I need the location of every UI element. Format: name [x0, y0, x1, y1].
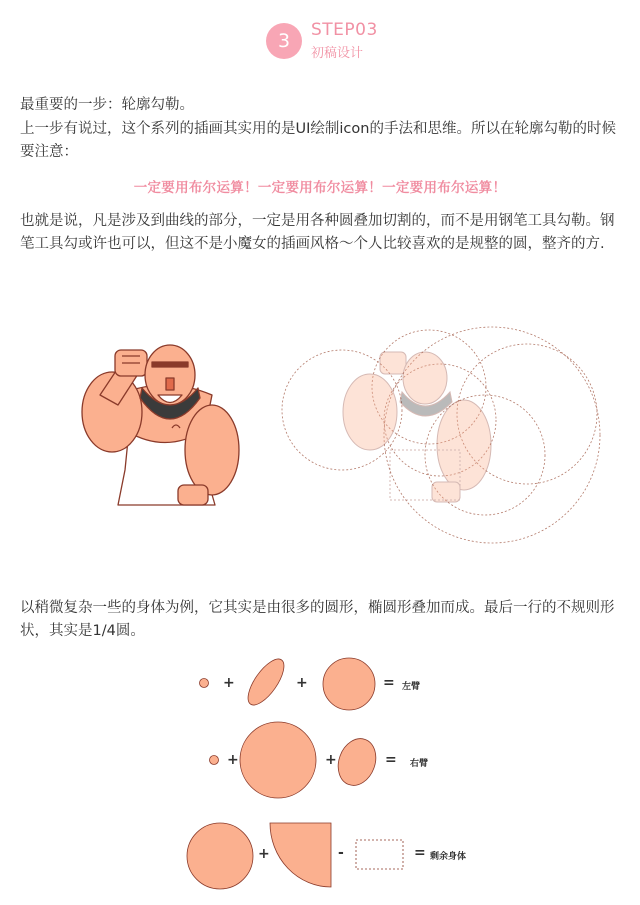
eq3-quarter-circle — [270, 823, 331, 887]
eq1-equals: = — [383, 675, 395, 691]
eq1-circle — [323, 658, 375, 710]
step-title: STEP03 — [311, 20, 378, 40]
eq1-plus-2: + — [296, 675, 308, 691]
eq3-circle — [187, 823, 253, 889]
eq2-label: 右臂 — [410, 759, 429, 769]
emphasis-text: 一定要用布尔运算！一定要用布尔运算！一定要用布尔运算！ — [133, 180, 507, 196]
character-illustration — [82, 345, 239, 505]
eq3-minus: - — [338, 845, 344, 861]
right-arm — [185, 405, 239, 495]
eq1-label: 左臂 — [402, 682, 421, 692]
eq1-plus-1: + — [223, 675, 235, 691]
eq3-equals: = — [414, 845, 426, 861]
paragraph-intro: 最重要的一步：轮廓勾勒。 — [20, 97, 194, 113]
eq2-ellipse — [332, 733, 382, 790]
eq1-small-circle — [200, 679, 209, 688]
eq2-equals: = — [385, 752, 397, 768]
paragraph-detail: 也就是说，凡是涉及到曲线的部分，一定是用各种圆叠加切割的，而不是用钢笔工具勾勒。钢笔工具勾或许也可以，但这不是小魔女的插画风格～个人比较喜欢的是规整的圆，整齐的方. — [20, 213, 615, 252]
eq1-ellipse — [242, 654, 291, 711]
eq3-label: 剩余身体 — [430, 852, 467, 862]
eq2-small-circle — [210, 756, 219, 765]
step-number-badge: 3 — [266, 23, 302, 59]
eq2-large-circle — [240, 722, 316, 798]
eq2-plus-1: + — [227, 752, 239, 768]
paragraph-body-example: 以稍微复杂一些的身体为例，它其实是由很多的圆形，椭圆形叠加而成。最后一行的不规则形状，其实是1/4圆。 — [20, 600, 615, 639]
right-fist — [178, 485, 208, 505]
step-subtitle: 初稿设计 — [311, 46, 364, 61]
paragraph-explanation: 上一步有说过，这个系列的插画其实用的是UI绘制icon的手法和思维。所以在轮廓勾勒的时候要注意： — [20, 121, 616, 160]
eq2-plus-2: + — [325, 752, 337, 768]
eq3-dashed-rect — [356, 840, 403, 869]
eq3-plus: + — [258, 846, 270, 862]
